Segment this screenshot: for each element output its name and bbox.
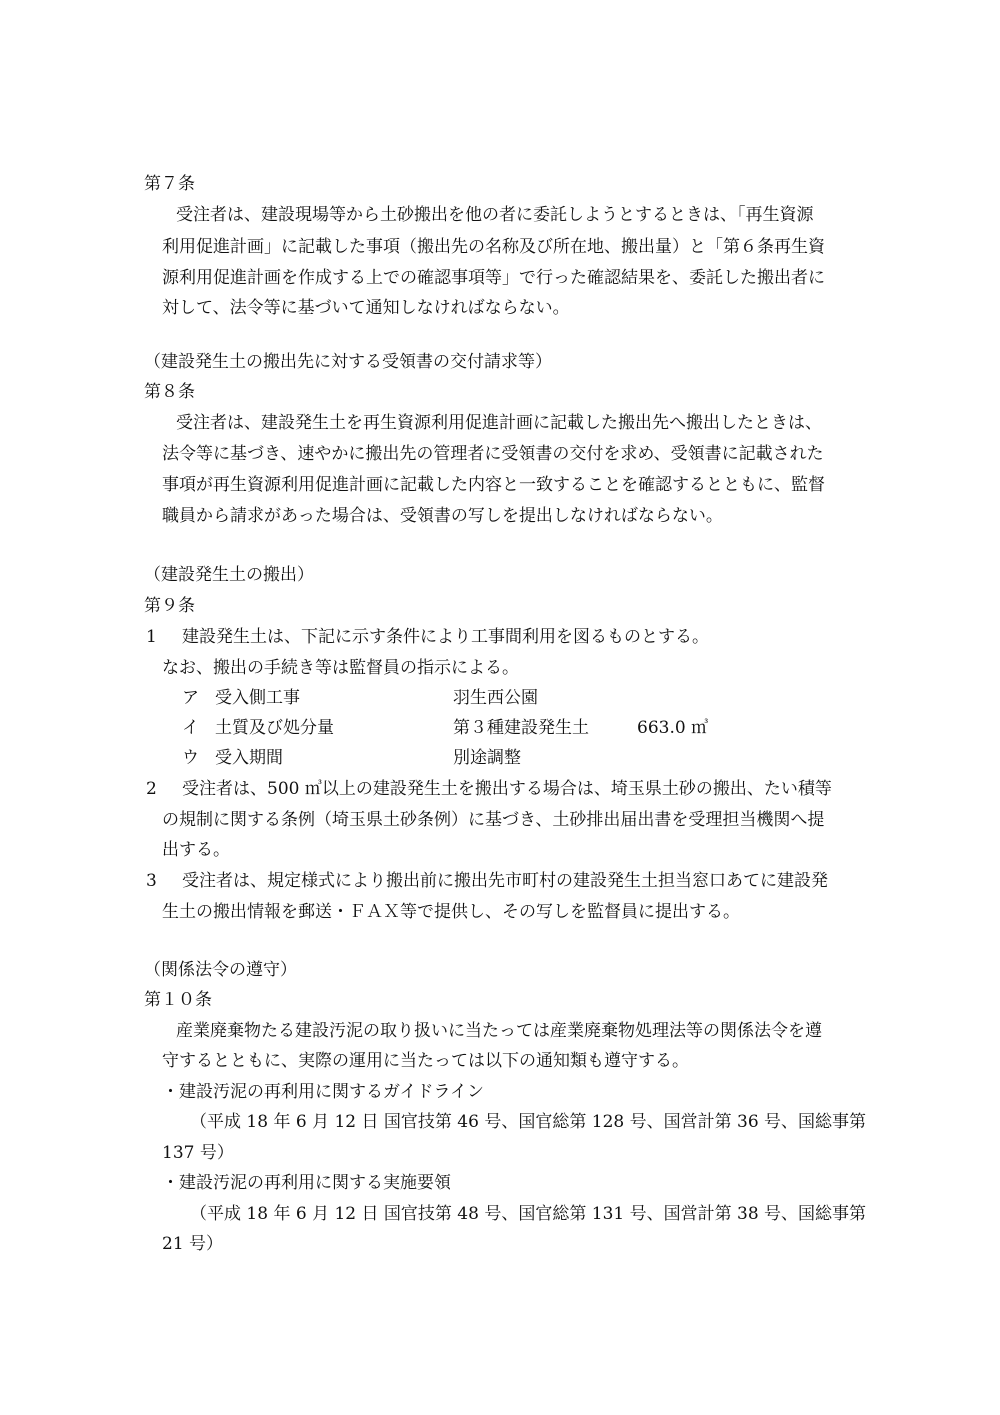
condition-label: 受入期間: [215, 748, 283, 768]
reference-title: ・建設汚泥の再利用に関するガイドライン: [162, 1082, 484, 1102]
condition-label: 土質及び処分量: [215, 718, 334, 738]
article-10-line: 守するとともに、実際の運用に当たっては以下の通知類も遵守する。: [162, 1051, 689, 1071]
article-7-number: 第７条: [144, 174, 195, 194]
condition-quantity: 663.0 ㎥: [637, 718, 709, 738]
reference-title: ・建設汚泥の再利用に関する実施要領: [162, 1173, 451, 1193]
article-8-line: 事項が再生資源利用促進計画に記載した内容と一致することを確認するとともに、監督: [162, 475, 825, 495]
condition-mark: ア: [182, 688, 199, 708]
article-7-line: 源利用促進計画を作成する上での確認事項等」で行った確認結果を、委託した搬出者に: [162, 268, 825, 288]
item-2-text: 出する。: [162, 840, 230, 860]
item-number: 3: [146, 871, 157, 891]
article-8-heading: （建設発生土の搬出先に対する受領書の交付請求等）: [144, 352, 552, 372]
item-2-text: 受注者は、500 ㎥以上の建設発生土を搬出する場合は、埼玉県土砂の搬出、たい積等: [182, 779, 832, 799]
item-2-text: の規制に関する条例（埼玉県土砂条例）に基づき、土砂排出届出書を受理担当機関へ提: [162, 810, 825, 830]
article-8-line: 法令等に基づき、速やかに搬出先の管理者に受領書の交付を求め、受領書に記載された: [162, 444, 824, 464]
item-number: 1: [146, 627, 157, 647]
article-8-line: 職員から請求があった場合は、受領書の写しを提出しなければならない。: [162, 506, 723, 526]
condition-mark: イ: [182, 718, 199, 738]
article-7-line: 利用促進計画」に記載した事項（搬出先の名称及び所在地、搬出量）と「第６条再生資: [162, 237, 825, 257]
item-3-text: 生土の搬出情報を郵送・ＦＡＸ等で提供し、その写しを監督員に提出する。: [162, 902, 740, 922]
article-7-line: 受注者は、建設現場等から土砂搬出を他の者に委託しようとするときは、「再生資源: [176, 205, 814, 225]
article-9-heading: （建設発生土の搬出）: [144, 565, 314, 585]
item-1-text: なお、搬出の手続き等は監督員の指示による。: [162, 658, 519, 678]
item-3-text: 受注者は、規定様式により搬出前に搬出先市町村の建設発生土担当窓口あてに建設発: [182, 871, 828, 891]
article-10-line: 産業廃棄物たる建設汚泥の取り扱いに当たっては産業廃棄物処理法等の関係法令を遵: [176, 1021, 822, 1041]
reference-detail: （平成 18 年 6 月 12 日 国官技第 48 号、国官総第 131 号、国営計第 38 号、国総事第: [190, 1204, 867, 1224]
reference-detail: 137 号）: [162, 1143, 234, 1163]
condition-value: 別途調整: [453, 748, 521, 768]
article-10-heading: （関係法令の遵守）: [144, 960, 297, 980]
article-8-line: 受注者は、建設発生土を再生資源利用促進計画に記載した搬出先へ搬出したときは、: [176, 413, 822, 433]
reference-detail: 21 号）: [162, 1234, 224, 1254]
condition-label: 受入側工事: [215, 688, 300, 708]
article-10-number: 第１０条: [144, 990, 212, 1010]
condition-mark: ウ: [182, 748, 199, 768]
condition-value: 第３種建設発生土: [453, 718, 589, 738]
item-number: 2: [146, 779, 157, 799]
reference-detail: （平成 18 年 6 月 12 日 国官技第 46 号、国官総第 128 号、国営計第 36 号、国総事第: [190, 1112, 867, 1132]
article-9-number: 第９条: [144, 596, 195, 616]
article-7-line: 対して、法令等に基づいて通知しなければならない。: [162, 298, 570, 318]
condition-value: 羽生西公園: [453, 688, 538, 708]
item-1-text: 建設発生土は、下記に示す条件により工事間利用を図るものとする。: [182, 627, 709, 647]
article-8-number: 第８条: [144, 382, 195, 402]
